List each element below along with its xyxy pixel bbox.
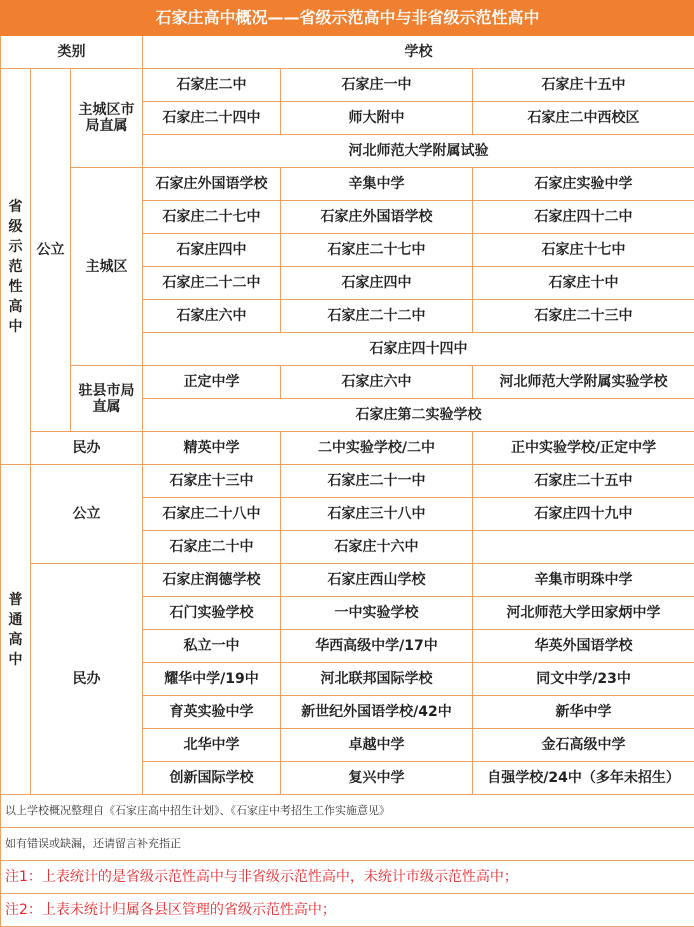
school-cell: 石家庄六中	[143, 300, 281, 333]
school-cell: 石家庄二十三中	[473, 300, 694, 333]
school-cell-full: 石家庄第二实验学校	[143, 399, 694, 432]
school-cell: 石家庄四中	[281, 267, 473, 300]
school-cell: 师大附中	[281, 102, 473, 135]
school-cell: 河北师范大学附属实验学校	[473, 366, 694, 399]
school-cell: 石家庄二中	[143, 69, 281, 102]
header-school: 学校	[143, 36, 694, 69]
ordinary-label: 普通高中	[1, 465, 31, 795]
main-district-label: 主城区	[71, 168, 143, 366]
school-cell: 石家庄二十二中	[143, 267, 281, 300]
school-cell: 辛集市明珠中学	[473, 564, 694, 597]
school-cell: 石家庄润德学校	[143, 564, 281, 597]
school-cell: 石家庄二十八中	[143, 498, 281, 531]
school-cell: 石家庄一中	[281, 69, 473, 102]
school-cell: 北华中学	[143, 729, 281, 762]
school-cell: 石家庄二十二中	[281, 300, 473, 333]
school-cell: 华西高级中学/17中	[281, 630, 473, 663]
school-cell: 金石高级中学	[473, 729, 694, 762]
header-category: 类别	[1, 36, 143, 69]
note-1: 注1：上表统计的是省级示范性高中与非省级示范性高中，未统计市级示范性高中；	[1, 861, 694, 894]
school-cell: 河北师范大学田家炳中学	[473, 597, 694, 630]
school-cell: 一中实验学校	[281, 597, 473, 630]
school-cell-full: 河北师范大学附属试验	[143, 135, 694, 168]
school-cell: 辛集中学	[281, 168, 473, 201]
school-cell: 石家庄十七中	[473, 234, 694, 267]
school-cell: 二中实验学校/二中	[281, 432, 473, 465]
school-cell: 石家庄四十二中	[473, 201, 694, 234]
school-cell: 正中实验学校/正定中学	[473, 432, 694, 465]
school-cell: 石家庄二十七中	[281, 234, 473, 267]
school-cell: 精英中学	[143, 432, 281, 465]
school-cell: 石家庄三十八中	[281, 498, 473, 531]
school-cell: 新华中学	[473, 696, 694, 729]
school-cell: 创新国际学校	[143, 762, 281, 795]
school-cell: 石家庄十五中	[473, 69, 694, 102]
table-title: 石家庄高中概况——省级示范高中与非省级示范性高中	[1, 1, 694, 36]
note-2: 注2：上表未统计归属各县区管理的省级示范性高中；	[1, 894, 694, 927]
school-cell: 耀华中学/19中	[143, 663, 281, 696]
school-cell: 石家庄二十四中	[143, 102, 281, 135]
ordinary-private-label: 民办	[31, 564, 143, 795]
ordinary-public-label: 公立	[31, 465, 143, 564]
school-cell-full: 石家庄四十四中	[143, 333, 694, 366]
school-cell: 卓越中学	[281, 729, 473, 762]
errata-note: 如有错误或缺漏，还请留言补充指正	[1, 828, 694, 861]
school-cell: 石家庄外国语学校	[281, 201, 473, 234]
school-cell: 石家庄二中西校区	[473, 102, 694, 135]
school-cell: 石家庄实验中学	[473, 168, 694, 201]
school-cell: 私立一中	[143, 630, 281, 663]
provincial-private-label: 民办	[31, 432, 143, 465]
school-cell: 石家庄外国语学校	[143, 168, 281, 201]
school-cell: 同文中学/23中	[473, 663, 694, 696]
school-cell: 石家庄十三中	[143, 465, 281, 498]
source-note: 以上学校概况整理自《石家庄高中招生计划》、《石家庄中考招生工作实施意见》	[1, 795, 694, 828]
provincial-public-label: 公立	[31, 69, 71, 432]
school-cell: 复兴中学	[281, 762, 473, 795]
school-cell: 华英外国语学校	[473, 630, 694, 663]
school-cell: 石家庄十六中	[281, 531, 473, 564]
zhucheng-label: 主城区市局直属	[71, 69, 143, 168]
school-cell: 自强学校/24中（多年未招生）	[473, 762, 694, 795]
school-cell: 石家庄二十五中	[473, 465, 694, 498]
county-label: 驻县市局直属	[71, 366, 143, 432]
school-cell: 河北联邦国际学校	[281, 663, 473, 696]
school-cell: 石家庄四中	[143, 234, 281, 267]
provincial-label: 省级示范性高中	[1, 69, 31, 465]
school-cell: 石家庄二十七中	[143, 201, 281, 234]
school-cell: 石家庄西山学校	[281, 564, 473, 597]
school-cell: 育英实验中学	[143, 696, 281, 729]
school-cell: 石家庄二十一中	[281, 465, 473, 498]
school-cell: 新世纪外国语学校/42中	[281, 696, 473, 729]
school-cell: 石门实验学校	[143, 597, 281, 630]
school-cell: 石家庄六中	[281, 366, 473, 399]
school-cell-empty	[473, 531, 694, 564]
school-cell: 石家庄十中	[473, 267, 694, 300]
school-cell: 石家庄二十中	[143, 531, 281, 564]
school-cell: 石家庄四十九中	[473, 498, 694, 531]
school-cell: 正定中学	[143, 366, 281, 399]
